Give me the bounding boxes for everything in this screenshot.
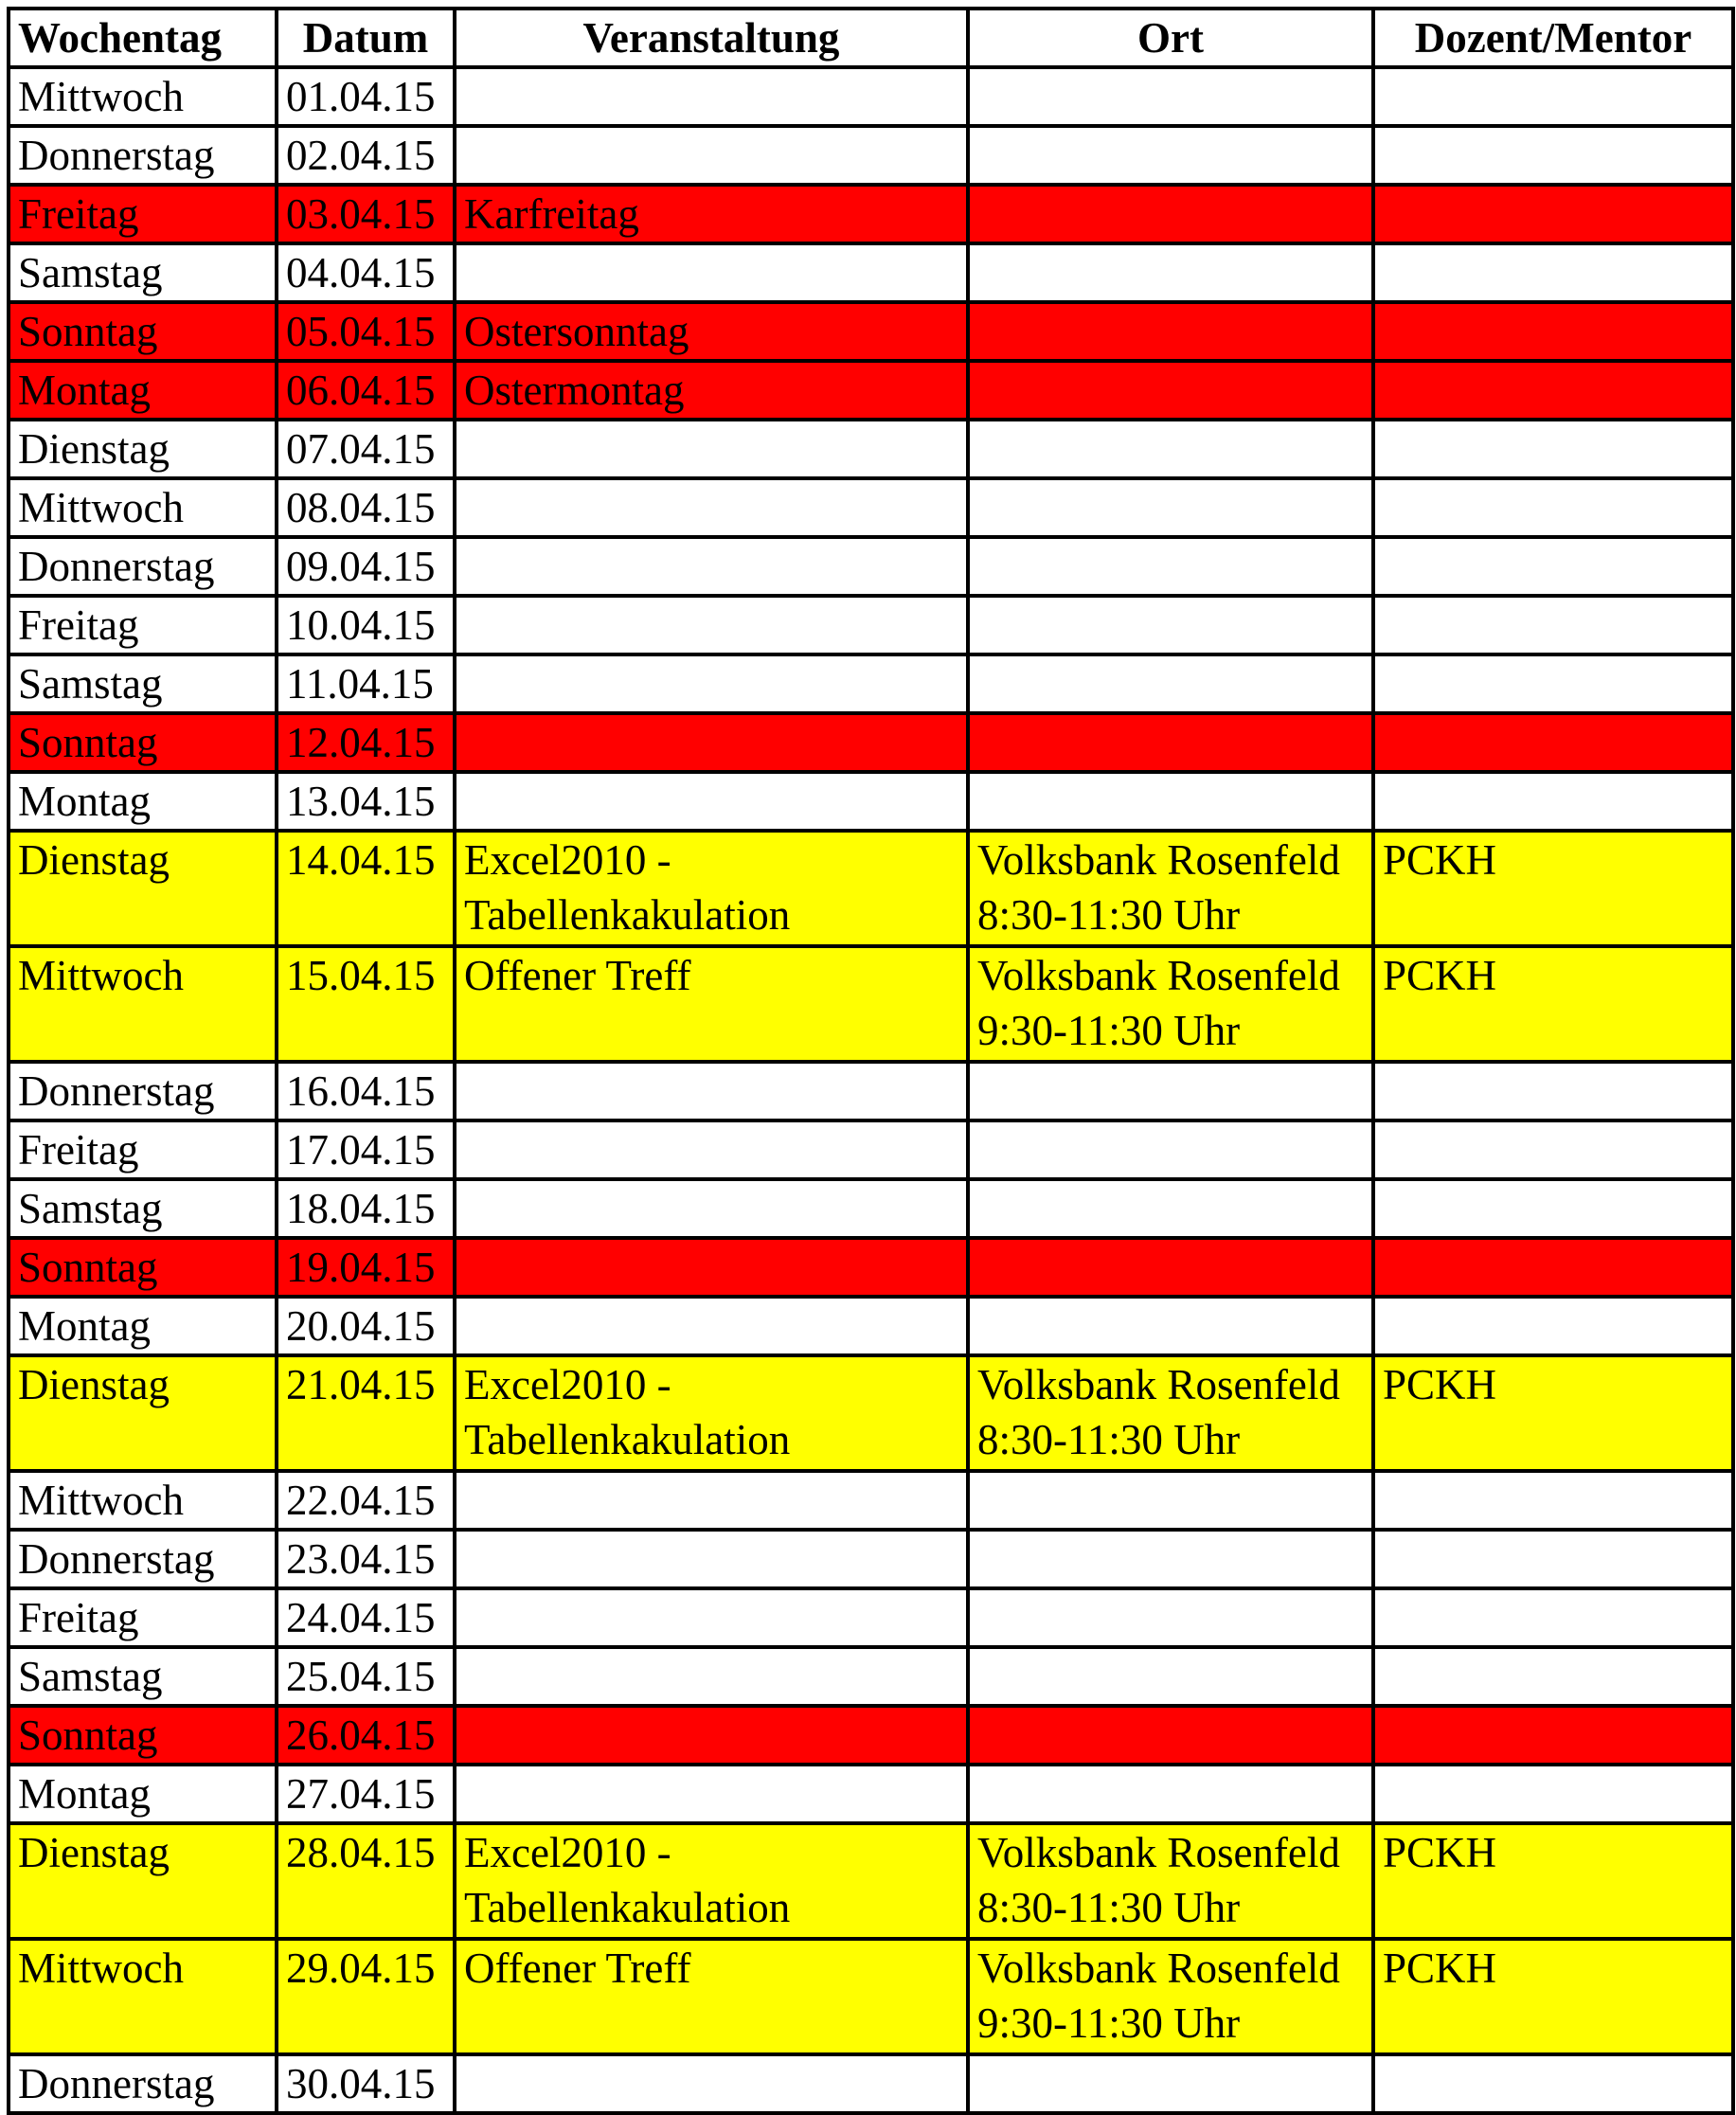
place-name: Volksbank Rosenfeld — [977, 836, 1340, 884]
date-cell: 14.04.15 — [277, 831, 455, 946]
event-cell: Excel2010 - Tabellenkakulation — [455, 1355, 968, 1471]
place-cell — [968, 126, 1373, 185]
mentor-cell — [1373, 361, 1733, 420]
date-cell: 08.04.15 — [277, 478, 455, 537]
table-row — [9, 1471, 1733, 1530]
weekday-cell: Donnerstag — [9, 1062, 277, 1120]
table-row — [9, 946, 1733, 1062]
date-cell: 27.04.15 — [277, 1765, 455, 1823]
mentor-cell — [1373, 1530, 1733, 1588]
place-time: 9:30-11:30 Uhr — [977, 1007, 1241, 1054]
weekday-cell: Dienstag — [9, 831, 277, 946]
place-cell — [968, 1120, 1373, 1179]
weekday-cell: Montag — [9, 361, 277, 420]
table-row — [9, 713, 1733, 772]
event-cell — [455, 1297, 968, 1355]
place-cell — [968, 1179, 1373, 1238]
place-cell — [968, 478, 1373, 537]
table-row — [9, 596, 1733, 654]
weekday-cell: Montag — [9, 772, 277, 831]
event-cell — [455, 596, 968, 654]
event-cell — [455, 1179, 968, 1238]
place-cell — [968, 1355, 1373, 1471]
event-cell: Ostersonntag — [455, 302, 968, 361]
mentor-cell — [1373, 654, 1733, 713]
weekday-cell: Dienstag — [9, 1823, 277, 1939]
place-cell — [968, 946, 1373, 1062]
weekday-cell: Montag — [9, 1765, 277, 1823]
event-cell: Offener Treff — [455, 946, 968, 1062]
table-row — [9, 654, 1733, 713]
event-cell — [455, 1471, 968, 1530]
place-cell — [968, 1471, 1373, 1530]
header-row — [9, 9, 1733, 67]
mentor-cell — [1373, 1647, 1733, 1706]
schedule-table — [7, 7, 1735, 2115]
place-cell — [968, 243, 1373, 302]
mentor-cell — [1373, 1588, 1733, 1647]
table-row — [9, 1939, 1733, 2054]
table-row — [9, 361, 1733, 420]
mentor-cell — [1373, 772, 1733, 831]
table-row — [9, 478, 1733, 537]
table-row — [9, 302, 1733, 361]
schedule-body — [9, 67, 1733, 2113]
place-cell — [968, 713, 1373, 772]
weekday-cell: Samstag — [9, 1647, 277, 1706]
mentor-cell — [1373, 478, 1733, 537]
date-cell: 12.04.15 — [277, 713, 455, 772]
header-event: Veranstaltung — [455, 9, 968, 67]
weekday-cell: Samstag — [9, 243, 277, 302]
date-cell: 10.04.15 — [277, 596, 455, 654]
place-name: Volksbank Rosenfeld — [977, 952, 1340, 999]
weekday-cell: Mittwoch — [9, 478, 277, 537]
header-weekday: Wochentag — [9, 9, 277, 67]
place-time: 8:30-11:30 Uhr — [977, 891, 1241, 939]
date-cell: 11.04.15 — [277, 654, 455, 713]
event-cell: Excel2010 - Tabellenkakulation — [455, 831, 968, 946]
table-row — [9, 1179, 1733, 1238]
table-row — [9, 420, 1733, 478]
event-cell: Excel2010 - Tabellenkakulation — [455, 1823, 968, 1939]
mentor-cell — [1373, 1179, 1733, 1238]
date-cell: 13.04.15 — [277, 772, 455, 831]
date-cell: 02.04.15 — [277, 126, 455, 185]
weekday-cell: Montag — [9, 1297, 277, 1355]
header-place: Ort — [968, 9, 1373, 67]
date-cell: 22.04.15 — [277, 1471, 455, 1530]
date-cell: 04.04.15 — [277, 243, 455, 302]
date-cell: 01.04.15 — [277, 67, 455, 126]
place-cell — [968, 361, 1373, 420]
weekday-cell: Freitag — [9, 1120, 277, 1179]
date-cell: 09.04.15 — [277, 537, 455, 596]
mentor-cell: PCKH — [1373, 831, 1733, 946]
mentor-cell — [1373, 2054, 1733, 2113]
place-name: Volksbank Rosenfeld — [977, 1361, 1340, 1408]
date-cell: 16.04.15 — [277, 1062, 455, 1120]
table-row — [9, 185, 1733, 243]
mentor-cell — [1373, 713, 1733, 772]
table-row — [9, 2054, 1733, 2113]
weekday-cell: Dienstag — [9, 1355, 277, 1471]
weekday-cell: Sonntag — [9, 1238, 277, 1297]
table-row — [9, 1062, 1733, 1120]
mentor-cell — [1373, 1471, 1733, 1530]
mentor-cell — [1373, 1238, 1733, 1297]
event-cell — [455, 772, 968, 831]
place-cell — [968, 596, 1373, 654]
table-row — [9, 831, 1733, 946]
weekday-cell: Donnerstag — [9, 537, 277, 596]
event-cell — [455, 1647, 968, 1706]
place-cell — [968, 1939, 1373, 2054]
weekday-cell: Samstag — [9, 1179, 277, 1238]
table-row — [9, 1588, 1733, 1647]
event-cell: Offener Treff — [455, 1939, 968, 2054]
header-date: Datum — [277, 9, 455, 67]
place-cell — [968, 1765, 1373, 1823]
table-row — [9, 1120, 1733, 1179]
place-cell — [968, 1297, 1373, 1355]
mentor-cell — [1373, 1120, 1733, 1179]
table-row — [9, 537, 1733, 596]
event-cell — [455, 478, 968, 537]
event-cell — [455, 420, 968, 478]
place-time: 8:30-11:30 Uhr — [977, 1884, 1241, 1931]
date-cell: 25.04.15 — [277, 1647, 455, 1706]
place-cell — [968, 1238, 1373, 1297]
place-cell — [968, 537, 1373, 596]
date-cell: 20.04.15 — [277, 1297, 455, 1355]
mentor-cell — [1373, 1706, 1733, 1765]
place-cell — [968, 1530, 1373, 1588]
place-cell — [968, 1823, 1373, 1939]
mentor-cell — [1373, 420, 1733, 478]
event-cell: Ostermontag — [455, 361, 968, 420]
date-cell: 23.04.15 — [277, 1530, 455, 1588]
date-cell: 19.04.15 — [277, 1238, 455, 1297]
place-name: Volksbank Rosenfeld — [977, 1945, 1340, 1992]
mentor-cell — [1373, 1297, 1733, 1355]
mentor-cell: PCKH — [1373, 1823, 1733, 1939]
event-cell: Karfreitag — [455, 185, 968, 243]
table-row — [9, 772, 1733, 831]
table-row — [9, 126, 1733, 185]
mentor-cell — [1373, 243, 1733, 302]
place-cell — [968, 302, 1373, 361]
weekday-cell: Freitag — [9, 596, 277, 654]
weekday-cell: Donnerstag — [9, 2054, 277, 2113]
event-cell — [455, 537, 968, 596]
weekday-cell: Mittwoch — [9, 67, 277, 126]
event-cell — [455, 1706, 968, 1765]
place-cell — [968, 420, 1373, 478]
place-cell — [968, 831, 1373, 946]
weekday-cell: Mittwoch — [9, 946, 277, 1062]
date-cell: 06.04.15 — [277, 361, 455, 420]
event-cell — [455, 1120, 968, 1179]
weekday-cell: Sonntag — [9, 302, 277, 361]
mentor-cell — [1373, 1765, 1733, 1823]
mentor-cell: PCKH — [1373, 1939, 1733, 2054]
date-cell: 17.04.15 — [277, 1120, 455, 1179]
date-cell: 30.04.15 — [277, 2054, 455, 2113]
place-name: Volksbank Rosenfeld — [977, 1829, 1340, 1876]
event-cell — [455, 713, 968, 772]
table-row — [9, 1706, 1733, 1765]
table-row — [9, 1297, 1733, 1355]
event-cell — [455, 126, 968, 185]
date-cell: 26.04.15 — [277, 1706, 455, 1765]
place-time: 8:30-11:30 Uhr — [977, 1416, 1241, 1463]
mentor-cell — [1373, 302, 1733, 361]
table-row — [9, 243, 1733, 302]
weekday-cell: Sonntag — [9, 713, 277, 772]
event-cell — [455, 1238, 968, 1297]
place-time: 9:30-11:30 Uhr — [977, 1999, 1241, 2047]
mentor-cell — [1373, 596, 1733, 654]
date-cell: 24.04.15 — [277, 1588, 455, 1647]
table-row — [9, 1647, 1733, 1706]
date-cell: 07.04.15 — [277, 420, 455, 478]
event-cell — [455, 243, 968, 302]
event-cell — [455, 67, 968, 126]
table-row — [9, 67, 1733, 126]
table-row — [9, 1355, 1733, 1471]
date-cell: 18.04.15 — [277, 1179, 455, 1238]
header-mentor: Dozent/Mentor — [1373, 9, 1733, 67]
event-cell — [455, 2054, 968, 2113]
date-cell: 28.04.15 — [277, 1823, 455, 1939]
date-cell: 15.04.15 — [277, 946, 455, 1062]
event-cell — [455, 1530, 968, 1588]
event-cell — [455, 1765, 968, 1823]
event-cell — [455, 1062, 968, 1120]
weekday-cell: Samstag — [9, 654, 277, 713]
mentor-cell — [1373, 67, 1733, 126]
date-cell: 05.04.15 — [277, 302, 455, 361]
event-cell — [455, 654, 968, 713]
mentor-cell: PCKH — [1373, 1355, 1733, 1471]
weekday-cell: Dienstag — [9, 420, 277, 478]
place-cell — [968, 67, 1373, 126]
place-cell — [968, 1647, 1373, 1706]
place-cell — [968, 185, 1373, 243]
weekday-cell: Mittwoch — [9, 1471, 277, 1530]
place-cell — [968, 2054, 1373, 2113]
table-row — [9, 1238, 1733, 1297]
weekday-cell: Freitag — [9, 1588, 277, 1647]
weekday-cell: Sonntag — [9, 1706, 277, 1765]
date-cell: 21.04.15 — [277, 1355, 455, 1471]
place-cell — [968, 772, 1373, 831]
weekday-cell: Freitag — [9, 185, 277, 243]
weekday-cell: Donnerstag — [9, 126, 277, 185]
mentor-cell — [1373, 126, 1733, 185]
place-cell — [968, 1706, 1373, 1765]
place-cell — [968, 1588, 1373, 1647]
mentor-cell — [1373, 537, 1733, 596]
place-cell — [968, 1062, 1373, 1120]
table-row — [9, 1530, 1733, 1588]
weekday-cell: Donnerstag — [9, 1530, 277, 1588]
mentor-cell: PCKH — [1373, 946, 1733, 1062]
weekday-cell: Mittwoch — [9, 1939, 277, 2054]
place-cell — [968, 654, 1373, 713]
date-cell: 29.04.15 — [277, 1939, 455, 2054]
mentor-cell — [1373, 185, 1733, 243]
mentor-cell — [1373, 1062, 1733, 1120]
event-cell — [455, 1588, 968, 1647]
table-row — [9, 1823, 1733, 1939]
table-row — [9, 1765, 1733, 1823]
date-cell: 03.04.15 — [277, 185, 455, 243]
